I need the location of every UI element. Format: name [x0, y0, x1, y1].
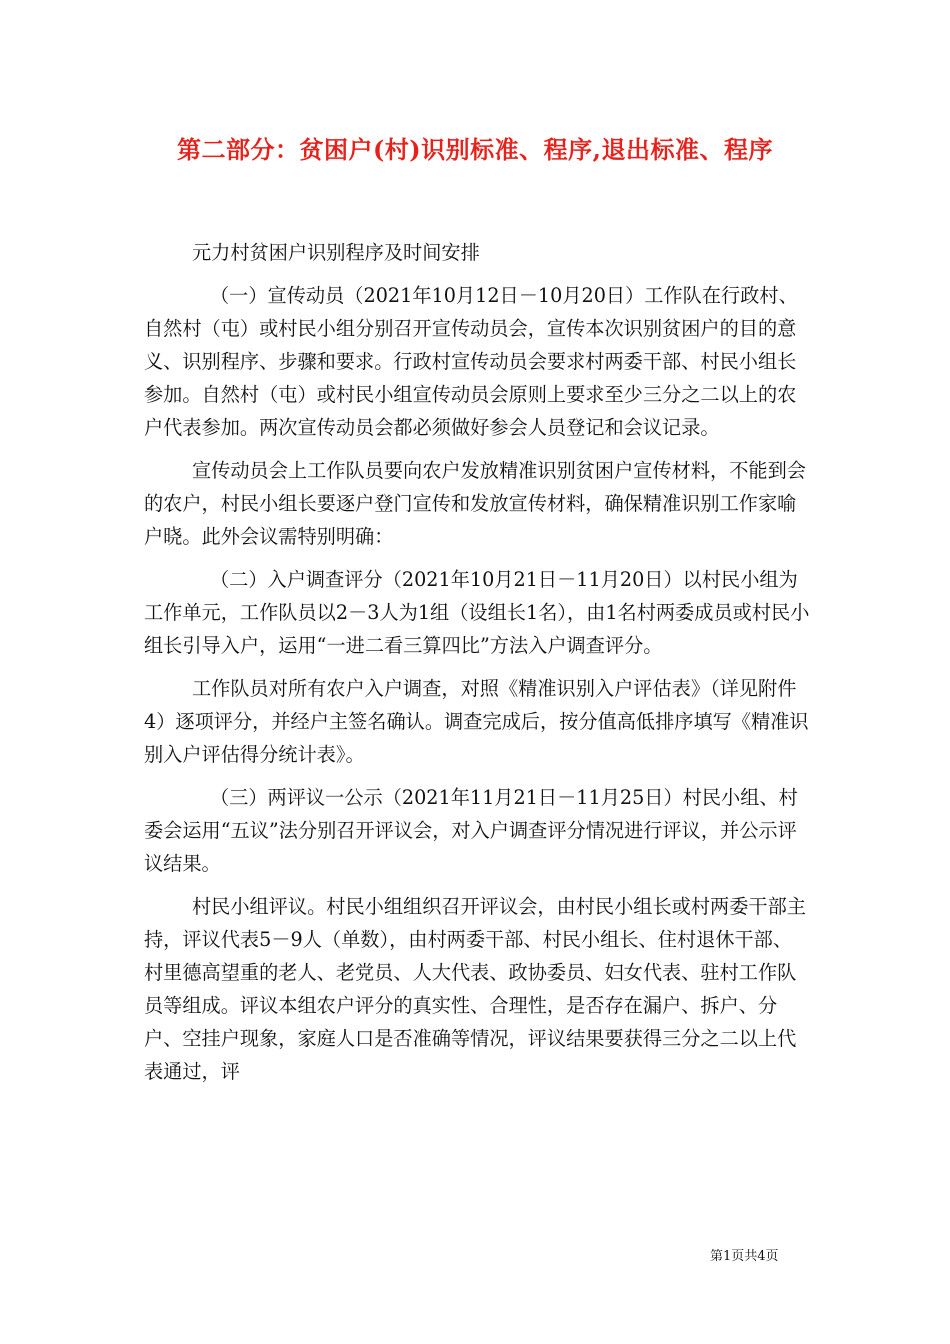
paragraph-6: 村民小组评议。村民小组组织召开评议会，由村民小组长或村两委干部主持，评议代表5－9人（单数），由村两委干部、村民小组长、住村退休干部、村里德高望重的老人、老党员、人大代表、政协委员、妇女代表、驻村工作队员等组成。评议本组农户评分的真实性、合理性，是否存在漏户、拆户、分户、空挂户现象，家庭人口是否准确等情况，评议结果要获得三分之二以上代表通过，评	[144, 895, 806, 1083]
paragraph-5: （三）两评议一公示（2021年11月21日－11月25日）村民小组、村委会运用“五议”法分别召开评议会，对入户调查评分情况进行评议，并公示评议结果。	[144, 786, 798, 875]
document-title: 第二部分：贫困户(村)识别标准、程序,退出标准、程序	[176, 135, 774, 164]
paragraph-2: 宣传动员会上工作队员要向农户发放精准识别贫困户宣传材料，不能到会的农户，村民小组长要逐户登门宣传和发放宣传材料，确保精准识别工作家喻户晓。此外会议需特别明确：	[144, 459, 806, 548]
document-body	[144, 236, 810, 1098]
paragraph-4: 工作队员对所有农户入户调查，对照《精准识别入户评估表》（详见附件4）逐项评分，并经户主签名确认。调查完成后，按分值高低排序填写《精准识别入户评估得分统计表》。	[144, 677, 809, 766]
section-heading: 元力村贫困户识别程序及时间安排	[192, 241, 480, 264]
page-number: 第1页共4页	[710, 1249, 779, 1264]
paragraph-1: （一）宣传动员（2021年10月12日－10月20日）工作队在行政村、自然村（屯）或村民小组分别召开宣传动员会，宣传本次识别贫困户的目的意义、识别程序、步骤和要求。行政村宣传动员会要求村两委干部、村民小组长参加。自然村（屯）或村民小组宣传动员会原则上要求至少三分之二以上的农户代表参加。两次宣传动员会都必须做好参会人员登记和会议记录。	[144, 284, 798, 439]
paragraph-3: （二）入户调查评分（2021年10月21日－11月20日）以村民小组为工作单元，工作队员以2－3人为1组（设组长1名），由1名村两委成员或村民小组长引导入户，运用“一进二看三算四比”方法入户调查评分。	[144, 568, 810, 657]
